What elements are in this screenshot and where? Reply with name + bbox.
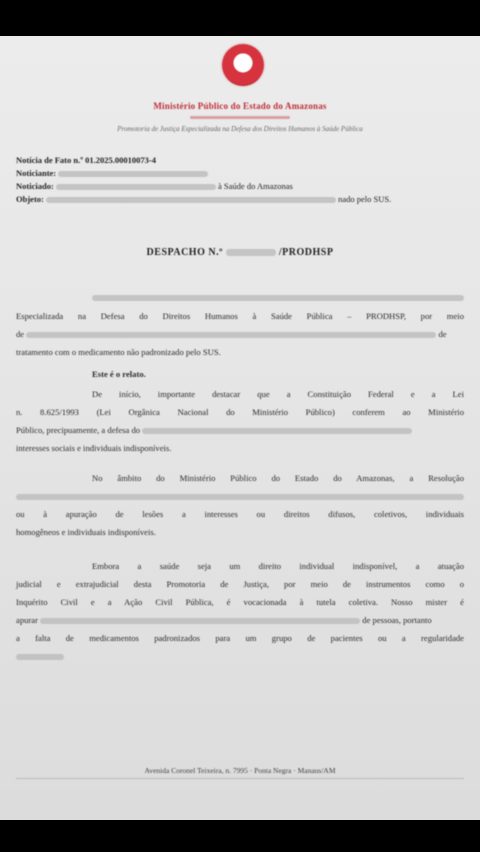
redacted-title-number	[226, 249, 276, 256]
institution-seal-icon	[222, 44, 264, 86]
noticia-line	[16, 155, 156, 165]
objeto-tail: nado pelo SUS.	[338, 194, 392, 204]
relato-line: Este é o relato.	[92, 369, 146, 379]
noticiante-label: Noticiante:	[16, 168, 57, 178]
p2-line4: interesses sociais e individuais indisponíveis.	[16, 443, 172, 453]
redacted-p4-line6	[16, 654, 64, 660]
objeto-line	[16, 194, 391, 204]
p4-line6	[16, 651, 64, 661]
p2-line3-text: Público, precipuamente, a defesa do	[16, 425, 141, 435]
p3-line2	[16, 491, 464, 501]
p1-line1	[92, 292, 464, 302]
title-start: DESPACHO N.º	[146, 247, 223, 258]
p3-line4: homogêneos e individuais indisponíveis.	[16, 527, 156, 537]
noticia-label: Notícia de Fato n.º 01.2025.00010073-4	[16, 155, 156, 165]
noticiado-line	[16, 181, 293, 191]
p1-line3-end: de	[438, 329, 447, 339]
p4-line2: judicial e extrajudicial desta Promotoria de Justiça, por meio de instrumentos como o	[16, 579, 464, 589]
noticiado-label: Noticiado:	[16, 181, 54, 191]
institution-name: Ministério Público do Estado do Amazonas	[153, 101, 327, 111]
p1-line3	[16, 329, 464, 339]
p4-line4-start: apurar	[16, 615, 38, 625]
p2-line3	[16, 425, 464, 435]
p4-line1: Embora a saúde seja um direito individual indisponível, a atuação	[92, 561, 464, 571]
redacted-p1-line1	[92, 295, 464, 301]
p1-line2: Especializada na Defesa do Direitos Humanos à Saúde Pública – PRODHSP, por meio	[16, 311, 464, 321]
redacted-noticiado	[56, 184, 216, 190]
redacted-noticiante	[58, 171, 208, 177]
noticiante-line	[16, 168, 208, 178]
redacted-p3-line2	[16, 494, 464, 500]
p2-line1: De início, importante destacar que a Constituição Federal e a Lei	[92, 389, 464, 399]
noticiado-tail: à Saúde do Amazonas	[218, 181, 293, 191]
p4-line5: a falta de medicamentos padronizados para um grupo de pacientes ou a regularidade	[16, 633, 464, 643]
top-black-bar	[0, 0, 480, 36]
document-footer: Avenida Coronel Teixeira, n. 7995 · Ponta Negra · Manaus/AM	[144, 766, 336, 775]
promotoria-name: Promotoria de Justiça Especializada na Defesa dos Direitos Humanos à Saúde Pública	[117, 125, 363, 133]
p2-line2: n. 8.625/1993 (Lei Orgânica Nacional do Ministério Público) conferem ao Ministério	[16, 407, 464, 417]
document-page	[0, 36, 480, 820]
p1-line3-start: de	[16, 329, 25, 339]
footer-rule	[16, 778, 464, 779]
redacted-p4-line4	[40, 618, 360, 624]
redacted-p1-line3	[26, 332, 436, 338]
p4-line4-end: de pessoas, portanto	[362, 615, 432, 625]
p4-line3: Inquérito Civil e a Ação Civil Pública, é vocacionada à tutela coletiva. Nosso mister é	[16, 597, 464, 607]
document-title	[0, 247, 480, 258]
title-tail: /PRODHSP	[278, 247, 334, 258]
bottom-black-bar	[0, 820, 480, 852]
p4-line4	[16, 615, 464, 625]
redacted-p2-line3	[142, 428, 412, 434]
p3-line1: No âmbito do Ministério Público do Estado do Amazonas, a Resolução	[92, 473, 464, 483]
redacted-objeto	[46, 197, 336, 203]
institution-subtitle-redacted	[190, 116, 290, 119]
p1-line4: tratamento com o medicamento não padronizado pelo SUS.	[16, 347, 221, 357]
objeto-label: Objeto:	[16, 194, 44, 204]
p3-line3: ou à apuração de lesões a interesses ou direitos difusos, coletivos, individuais	[16, 509, 464, 519]
